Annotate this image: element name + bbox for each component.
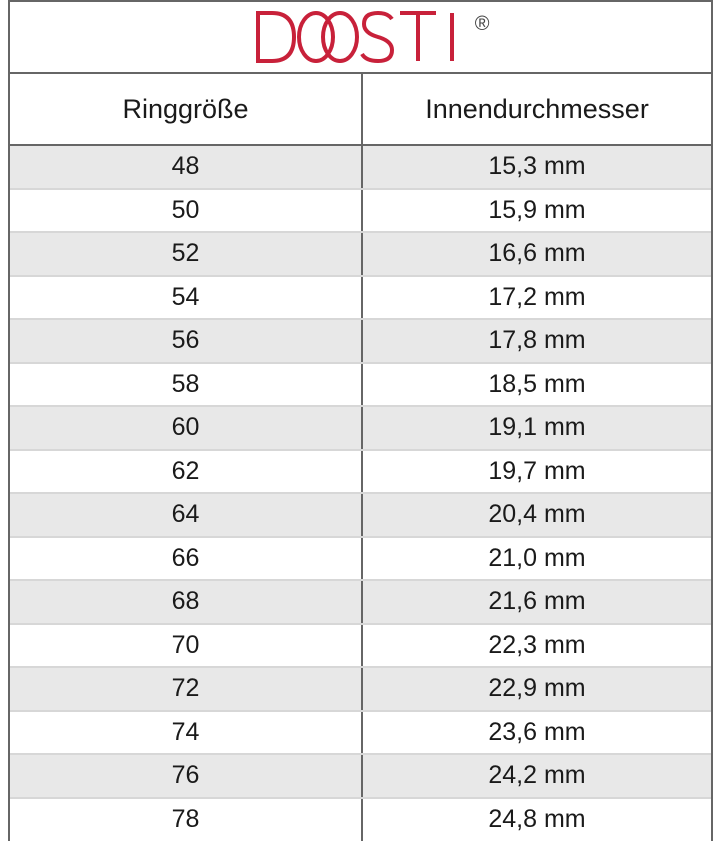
table-row — [10, 667, 711, 711]
table-row — [10, 798, 711, 842]
column-header-inner-diameter: Innendurchmesser — [362, 74, 711, 145]
inner-diameter-cell: 18,5 mm — [362, 363, 711, 407]
inner-diameter-cell: 21,0 mm — [362, 537, 711, 581]
ring-size-cell: 62 — [10, 450, 362, 494]
table-row — [10, 319, 711, 363]
ring-size-cell: 58 — [10, 363, 362, 407]
ring-size-cell: 48 — [10, 145, 362, 189]
table-row — [10, 145, 711, 189]
table-row — [10, 189, 711, 233]
table-row — [10, 580, 711, 624]
ring-size-cell: 60 — [10, 406, 362, 450]
inner-diameter-cell: 19,7 mm — [362, 450, 711, 494]
ring-size-cell: 70 — [10, 624, 362, 668]
table-row — [10, 754, 711, 798]
table-row — [10, 624, 711, 668]
registered-mark: ® — [474, 13, 490, 35]
table-header-row — [10, 74, 711, 145]
table-row — [10, 493, 711, 537]
ring-size-cell: 68 — [10, 580, 362, 624]
inner-diameter-cell: 24,8 mm — [362, 798, 711, 842]
ring-size-cell: 50 — [10, 189, 362, 233]
table-row — [10, 537, 711, 581]
ring-size-cell: 78 — [10, 798, 362, 842]
inner-diameter-cell: 23,6 mm — [362, 711, 711, 755]
column-header-ring-size: Ringgröße — [10, 74, 362, 145]
inner-diameter-cell: 19,1 mm — [362, 406, 711, 450]
ring-size-cell: 72 — [10, 667, 362, 711]
ring-size-cell: 66 — [10, 537, 362, 581]
table-row — [10, 406, 711, 450]
inner-diameter-cell: 17,2 mm — [362, 276, 711, 320]
inner-diameter-cell: 21,6 mm — [362, 580, 711, 624]
ring-size-cell: 64 — [10, 493, 362, 537]
table-row — [10, 711, 711, 755]
table-row — [10, 276, 711, 320]
ring-size-table — [10, 74, 711, 841]
inner-diameter-cell: 15,3 mm — [362, 145, 711, 189]
inner-diameter-cell: 20,4 mm — [362, 493, 711, 537]
ring-size-cell: 76 — [10, 754, 362, 798]
table-row — [10, 450, 711, 494]
ring-size-cell: 54 — [10, 276, 362, 320]
table-row — [10, 363, 711, 407]
ring-size-cell: 52 — [10, 232, 362, 276]
brand-logo — [254, 9, 490, 65]
inner-diameter-cell: 22,9 mm — [362, 667, 711, 711]
size-chart-frame — [8, 0, 713, 841]
inner-diameter-cell: 16,6 mm — [362, 232, 711, 276]
inner-diameter-cell: 17,8 mm — [362, 319, 711, 363]
doosti-logo-icon — [254, 9, 468, 65]
table-row — [10, 232, 711, 276]
logo-row — [10, 2, 711, 74]
inner-diameter-cell: 15,9 mm — [362, 189, 711, 233]
inner-diameter-cell: 24,2 mm — [362, 754, 711, 798]
ring-size-cell: 56 — [10, 319, 362, 363]
ring-size-cell: 74 — [10, 711, 362, 755]
inner-diameter-cell: 22,3 mm — [362, 624, 711, 668]
